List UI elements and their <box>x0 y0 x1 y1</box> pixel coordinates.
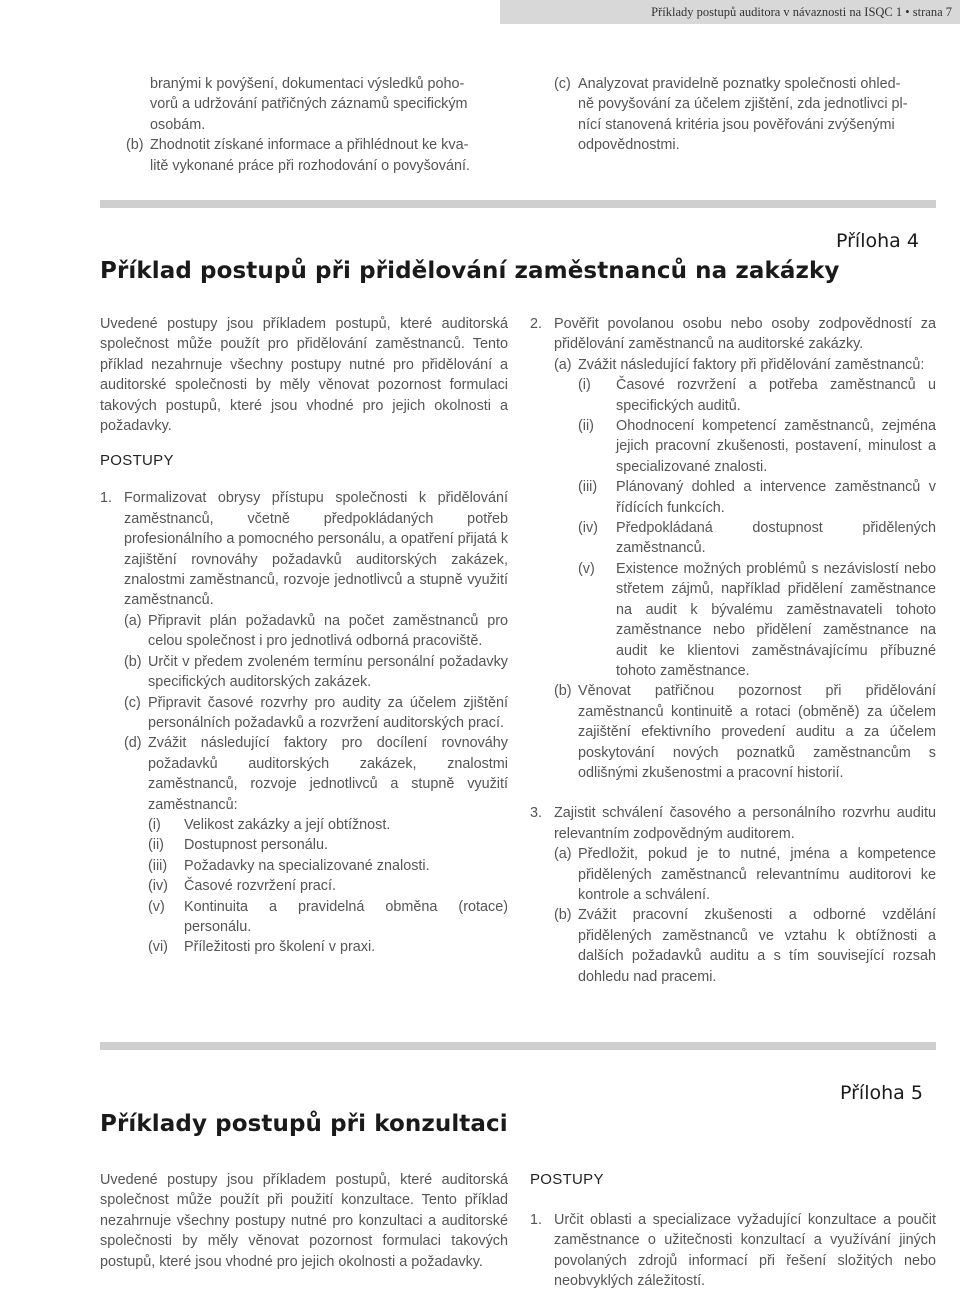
annex5-item-1-marker: 1. <box>530 1212 543 1228</box>
annex4-procedures-heading: POSTUPY <box>100 452 174 470</box>
sub-d-text: Zvážit následující faktory pro docílení rovnováhy požadavků auditorských zakázek, znalostmi zaměstnanců, rozvoje jednotlivců a stupně využití zaměstnanců: <box>148 735 508 813</box>
item-1-sub-a <box>100 611 508 652</box>
top-right-item-c <box>554 74 938 156</box>
roman-ii-text: Dostupnost personálu. <box>184 837 328 854</box>
item-2-sub-b-text: Věnovat patřičnou pozornost při přidělování zaměstnanců kontinuitě a rotaci (obměně) za účelem zajištění efektivního provedení auditu a za účelem poskytování nových poznatků zaměstnancům s odlišnými zkušenostmi a pracovní historií. <box>578 683 936 781</box>
top-left-line-1: branými k povýšení, dokumentaci výsledků poho- <box>150 76 465 92</box>
item-1-roman-i <box>100 815 508 835</box>
roman-iii-text: Požadavky na specializované znalosti. <box>184 857 430 874</box>
item-1-roman-ii <box>100 835 508 855</box>
item-3-text: Zajistit schválení časového a personálního rozvrhu auditu relevantním zodpovědným auditorem. <box>554 805 936 842</box>
item-2-roman-ii-marker: (ii) <box>578 418 594 435</box>
item-2-roman-i-marker: (i) <box>578 377 591 394</box>
annex5-item-1 <box>530 1210 936 1292</box>
sub-c-marker: (c) <box>124 694 141 711</box>
top-right-c-line-3: nící stanovená kritéria jsou pověřováni zvýšenými <box>578 116 895 133</box>
item-1-sub-d <box>100 733 508 815</box>
top-right-column <box>554 74 938 156</box>
running-header <box>500 0 960 24</box>
sub-c-text: Připravit časové rozvrhy pro audity za účelem zjištění personálních požadavků a rozvržení auditorských prací. <box>148 694 508 731</box>
item-1-sub-c <box>100 693 508 734</box>
item-1-marker: 1. <box>100 490 113 507</box>
annex4-intro: Uvedené postupy jsou příkladem postupů, které auditorská společnost může použít pro přidělování zaměstnanců. Tento příklad nezahrnuje všechny postupy nutné pro přidělování a auditorské společnosti by měly věnovat pozornost formulaci takových postupů, které jsou vhodné pro jejich okolnosti a požadavky. <box>100 316 508 435</box>
item-2-roman-i <box>530 375 936 416</box>
roman-v-marker: (v) <box>148 898 165 915</box>
section-divider-annex4 <box>100 200 936 208</box>
roman-i-marker: (i) <box>148 816 161 833</box>
item-1-roman-iii <box>100 856 508 876</box>
section-divider-annex5 <box>100 1042 936 1050</box>
annex5-right-column <box>530 1170 936 1292</box>
item-3-marker: 3. <box>530 805 543 822</box>
item-2-roman-iii-text: Plánovaný dohled a intervence zaměstnanců v řídících funkcích. <box>616 479 936 516</box>
item-2-roman-iv-text: Předpokládaná dostupnost přidělených zaměstnanců. <box>616 520 936 557</box>
item-2-roman-iii-marker: (iii) <box>578 479 598 496</box>
item-b-marker: (b) <box>126 137 144 154</box>
item-3-sub-b-text: Zvážit pracovní zkušenosti a odborné vzdělání přidělených zaměstnanců ve vztahu k obtížnosti a dalších požadavků auditu a s tím související rozsah dohledu nad pracemi. <box>578 907 936 985</box>
sub-d-marker: (d) <box>124 735 142 752</box>
roman-vi-marker: (vi) <box>148 939 168 956</box>
annex4-item-3 <box>530 803 936 844</box>
item-2-roman-i-text: Časové rozvržení a potřeba zaměstnanců u specifických auditů. <box>616 377 936 414</box>
item-1-roman-v <box>100 897 508 938</box>
top-right-c-line-4: odpovědnostmi. <box>578 137 680 154</box>
roman-iv-marker: (iv) <box>148 878 168 895</box>
top-right-c-line-1: Analyzovat pravidelně poznatky společnosti ohled- <box>578 76 901 92</box>
top-right-c-line-2: ně povyšování za účelem zjištění, zda jednotlivci pl- <box>578 96 908 113</box>
item-2-sub-b-marker: (b) <box>554 683 572 700</box>
annex4-title: Příklad postupů při přidělování zaměstnanců na zakázky <box>100 258 840 284</box>
item-1-text: Formalizovat obrysy přístupu společnosti k přidělování zaměstnanců, včetně předpokládaných potřeb profesionálního a pomocného personálu, a opatření přijatá k zajištění rovnováhy požadavků auditorských zakázek, znalostmi zaměstnanců, rozvoje jednotlivců a stupně využití zaměstnanců. <box>124 490 509 609</box>
annex4-right-column <box>530 314 936 987</box>
item-2-roman-v-marker: (v) <box>578 560 595 577</box>
item-3-sub-b-marker: (b) <box>554 907 572 924</box>
item-2-marker: 2. <box>530 316 543 332</box>
annex5-label: Příloha 5 <box>840 1082 923 1104</box>
item-1-roman-iv <box>100 876 508 896</box>
item-2-roman-ii <box>530 416 936 477</box>
roman-ii-marker: (ii) <box>148 837 164 854</box>
annex5-intro: Uvedené postupy jsou příkladem postupů, které auditorská společnost může použít při použití konzultace. Tento příklad nezahrnuje všechny postupy nutné pro konzultaci a auditorské společnosti by měly věnovat pozornost formulaci takových postupů, které jsou vhodné pro jejich okolnosti a požadavky. <box>100 1172 508 1270</box>
roman-v-text: Kontinuita a pravidelná obměna (rotace) personálu. <box>184 898 508 935</box>
item-2-sub-b <box>530 681 936 783</box>
annex4-item-1 <box>100 488 508 610</box>
item-2-text: Pověřit povolanou osobu nebo osoby zodpovědností za přidělování zaměstnanců na auditorské zakázky. <box>554 316 936 353</box>
item-2-roman-iv <box>530 518 936 559</box>
annex5-item-1-text: Určit oblasti a specializace vyžadující konzultace a poučit zaměstnance o užitečnosti konzultací a využívání jiných povolaných zdrojů informací při řešení složitých nebo neobvyklých záležitostí. <box>554 1212 936 1290</box>
top-left-item-b <box>126 135 506 176</box>
item-2-sub-a <box>530 355 936 375</box>
item-2-roman-iii <box>530 477 936 518</box>
item-3-sub-b <box>530 905 936 987</box>
item-1-roman-vi <box>100 937 508 957</box>
item-3-sub-a-marker: (a) <box>554 846 572 863</box>
sub-b-text: Určit v předem zvoleném termínu personální požadavky specifických auditorských zakázek. <box>148 653 508 691</box>
item-2-sub-a-text: Zvážit následující faktory při přidělování zaměstnanců: <box>578 356 925 373</box>
roman-iv-text: Časové rozvržení prací. <box>184 878 336 895</box>
roman-iii-marker: (iii) <box>148 857 168 874</box>
item-2-roman-iv-marker: (iv) <box>578 520 598 537</box>
item-c-marker: (c) <box>554 76 571 92</box>
item-2-roman-v-text: Existence možných problémů s nezávislostí nebo střetem zájmů, například přidělení zaměstnance na audit k bývalému zaměstnavateli tohoto zaměstnance nebo přidělení zaměstnance na audit ke klientovi zaměstnávajícímu příbuzné tohoto zaměstnance. <box>616 560 936 679</box>
top-left-b-line-2: litě vykonané práce při rozhodování o povyšování. <box>150 157 470 174</box>
sub-b-marker: (b) <box>124 653 142 670</box>
roman-i-text: Velikost zakázky a její obtížnost. <box>184 816 391 833</box>
annex5-left-column <box>100 1170 508 1272</box>
item-3-sub-a <box>530 844 936 905</box>
sub-a-text: Připravit plán požadavků na počet zaměstnanců pro celou společnost i pro jednotlivá odborná pracoviště. <box>148 612 508 650</box>
item-2-roman-v <box>530 559 936 681</box>
top-left-column <box>126 74 506 176</box>
annex4-item-2 <box>530 314 936 355</box>
top-left-line-3: osobám. <box>150 116 206 133</box>
annex4-label: Příloha 4 <box>836 230 919 252</box>
sub-a-marker: (a) <box>124 612 142 629</box>
top-left-b-line-1: Zhodnotit získané informace a přihlédnout ke kva- <box>150 137 469 154</box>
running-header-text: Příklady postupů auditora v návaznosti na ISQC 1 • strana 7 <box>651 5 952 19</box>
annex5-title: Příklady postupů při konzultaci <box>100 1111 508 1137</box>
item-2-sub-a-marker: (a) <box>554 356 572 373</box>
roman-vi-text: Příležitosti pro školení v praxi. <box>184 939 376 956</box>
top-left-line-2: vorů a udržování patřičných záznamů specifickým <box>150 96 468 113</box>
item-2-roman-ii-text: Ohodnocení kompetencí zaměstnanců, zejména jejich pracovní zkušenosti, postavení, minulost a specializované znalosti. <box>616 418 936 475</box>
item-3-sub-a-text: Předložit, pokud je to nutné, jména a kompetence přidělených zaměstnanců relevantnímu auditorovi ke kontrole a schválení. <box>578 846 936 903</box>
annex5-procedures-heading: POSTUPY <box>530 1171 604 1188</box>
item-1-sub-b <box>100 652 508 693</box>
annex4-left-column <box>100 314 508 958</box>
